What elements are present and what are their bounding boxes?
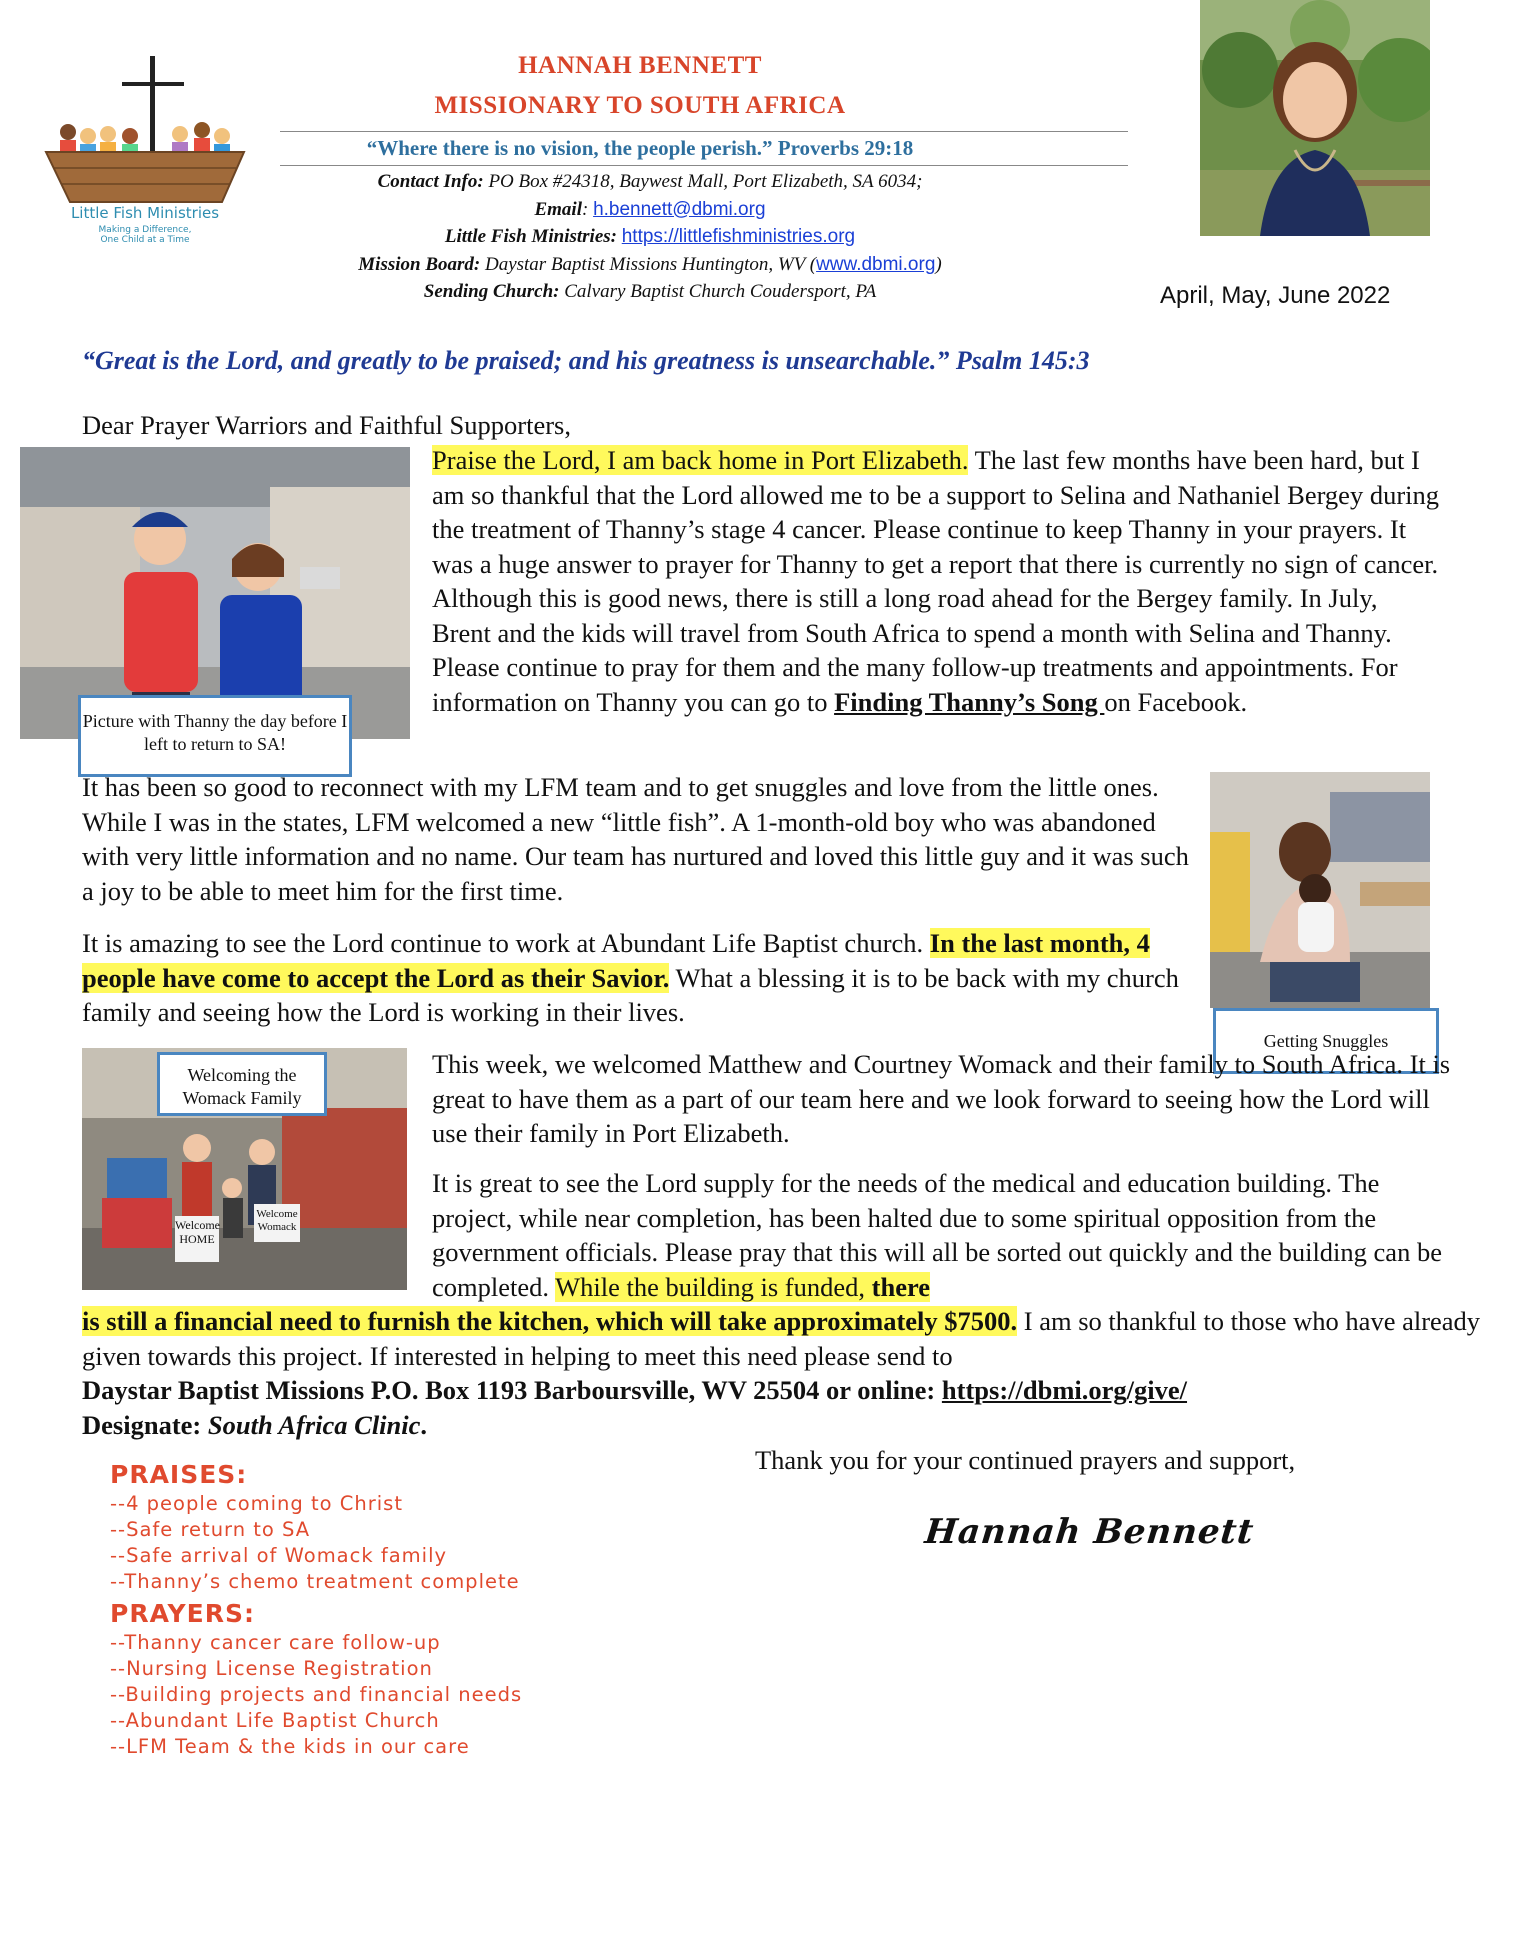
highlight-back-home: Praise the Lord, I am back home in Port Elizabeth. <box>432 445 969 475</box>
sending-church-label: Sending Church: <box>423 281 560 302</box>
paragraph-building-project-continued <box>82 1304 1502 1442</box>
email-link[interactable]: h.bennett@dbmi.org <box>593 198 766 220</box>
praise-item: --Thanny’s chemo treatment complete <box>110 1570 520 1593</box>
highlight-financial-need: is still a financial need to furnish the kitchen, which will take approximately $7500. <box>82 1306 1018 1336</box>
contact-value: PO Box #24318, Baywest Mall, Port Elizabeth, SA 6034; <box>483 171 923 192</box>
paragraph-building-project-start: It is great to see the Lord supply for the needs of the medical and education building. The project, while near completion, has been halted due to some spiritual opposition from the government officials. Please pray that this will all be sorted out quickly and the building can be completed. <box>432 1168 1442 1302</box>
paragraph-abundant-life-start: It is amazing to see the Lord continue to work at Abundant Life Baptist church. <box>82 928 930 958</box>
sending-church-line <box>260 278 1040 306</box>
designate-period: . <box>420 1409 428 1440</box>
lfm-label: Little Fish Ministries: <box>444 226 617 247</box>
paragraph-building-project <box>432 1166 1452 1304</box>
welcome-womack-sign: Welcome Womack <box>254 1204 300 1242</box>
closing-thanks: Thank you for your continued prayers and support, <box>755 1445 1296 1475</box>
portrait-photo <box>1200 0 1430 236</box>
email-line: Email: h.bennett@dbmi.org <box>534 198 766 220</box>
praises-heading: PRAISES: <box>110 1460 248 1489</box>
lfm-line <box>260 223 1040 251</box>
header-divider-bottom <box>280 165 1128 166</box>
header-verse: “Where there is no vision, the people perish.” Proverbs 29:18 <box>366 136 914 160</box>
praises-and-prayers <box>110 1456 522 1760</box>
prayer-item: --Thanny cancer care follow-up <box>110 1631 441 1654</box>
photo-getting-snuggles <box>1210 772 1430 1008</box>
highlight-building-funded: While the building is funded, <box>555 1271 872 1302</box>
designate-label: Designate: <box>82 1409 208 1440</box>
finding-thannys-song-link[interactable]: Finding Thanny’s Song <box>834 686 1105 717</box>
paragraph-lfm-team: It has been so good to reconnect with my LFM team and to get snuggles and love from the little ones. While I was in the states, LFM welcomed a new “little fish”. A 1-month-old boy who was abandoned with very little information and no name. Our team has nurtured and loved this little guy and it was such a joy to be able to meet him for the first time. <box>82 772 1189 906</box>
dbmi-website-link[interactable]: www.dbmi.org <box>816 253 936 275</box>
praise-item: --Safe arrival of Womack family <box>110 1544 448 1567</box>
mission-board-label: Mission Board: <box>358 253 481 275</box>
praise-item: --4 people coming to Christ <box>110 1492 403 1515</box>
sending-church-value: Calvary Baptist Church Coudersport, PA <box>559 281 877 302</box>
paragraph-womack-welcome: This week, we welcomed Matthew and Courtney Womack and their family to South Africa. It is great to have them as a part of our team here and we look forward to seeing how the Lord will use their family in Port Elizabeth. <box>432 1049 1451 1148</box>
photo-getting-snuggles-caption: Getting Snuggles <box>1213 1008 1439 1074</box>
prayer-item: --Building projects and financial needs <box>110 1683 523 1706</box>
paragraph-building-project-mid: I am so thankful to those who have already given towards this project. If interested in helping to meet this need please send to <box>82 1306 1481 1371</box>
psalm-verse: “Great is the Lord, and greatly to be praised; and his greatness is unsearchable.” Psalm 145:3 <box>82 346 1090 375</box>
little-fish-ministries-logo <box>40 56 250 246</box>
mission-board-value: Daystar Baptist Missions Huntington, WV ( <box>480 253 817 275</box>
lfm-website-link[interactable]: https://littlefishministries.org <box>621 226 856 247</box>
contact-label: Contact Info: <box>377 171 484 192</box>
welcome-home-sign: Welcome HOME <box>175 1216 219 1262</box>
paragraph-return-home-end: on Facebook. <box>1104 686 1248 717</box>
signature: Hannah Bennett <box>922 1512 1257 1552</box>
paragraph-return-home-body: The last few months have been hard, but I am so thankful that the Lord allowed me to be a support to Selina and Nathaniel Bergey during the treatment of Thanny’s stage 4 cancer. Please continue to keep Thanny in your prayers. It was a huge answer to prayer for Thanny to get a report that there is currently no sign of cancer. Although this is good news, there is still a long road ahead for the Bergey family. In July, Brent and the kids will travel from South Africa to spend a month with Selina and Thanny. Please continue to pray for them and the many follow-up treatments and appointments. For information on Thanny you can go to <box>432 445 1439 717</box>
photo-with-thanny-caption: Picture with Thanny the day before I left to return to SA! <box>78 695 352 777</box>
praise-item: --Safe return to SA <box>110 1518 311 1541</box>
prayer-item: --LFM Team & the kids in our care <box>110 1735 470 1758</box>
photo-womack-family-caption: Welcoming the Womack Family <box>157 1052 327 1116</box>
mission-board-end: ) <box>935 253 942 275</box>
logo-tagline-2: One Child at a Time <box>100 235 190 245</box>
paragraph-abundant-life <box>82 926 1202 1030</box>
designate-value: South Africa Clinic <box>207 1409 421 1440</box>
paragraph-return-home <box>432 443 1442 719</box>
highlight-four-saved: In the last month, 4 people have come to accept the Lord as their Savior. <box>82 928 1150 993</box>
email-label: Email <box>534 198 582 220</box>
logo-tagline-1: Making a Difference, <box>98 225 192 235</box>
missionary-role: MISSIONARY TO SOUTH AFRICA <box>434 92 846 119</box>
newsletter-date: April, May, June 2022 <box>1160 282 1391 309</box>
contact-line <box>260 168 1040 196</box>
donation-link[interactable]: https://dbmi.org/give/ <box>941 1375 1188 1405</box>
logo-name: Little Fish Ministries <box>70 204 220 222</box>
highlight-financial-need-start: there <box>871 1271 931 1302</box>
header-divider-top <box>280 131 1128 132</box>
prayer-item: --Nursing License Registration <box>110 1657 433 1680</box>
paragraph-abundant-life-end: What a blessing it is to be back with my church family and seeing how the Lord is working in their lives. <box>82 962 1179 1027</box>
prayers-heading: PRAYERS: <box>110 1599 255 1628</box>
contact-block <box>260 168 1040 306</box>
missionary-name: HANNAH BENNETT <box>518 52 762 79</box>
prayer-item: --Abundant Life Baptist Church <box>110 1709 440 1732</box>
mission-board-line <box>260 251 1040 279</box>
donation-address: Daystar Baptist Missions P.O. Box 1193 Barboursville, WV 25504 or online: <box>82 1375 942 1405</box>
letter-greeting: Dear Prayer Warriors and Faithful Supporters, <box>82 410 571 440</box>
